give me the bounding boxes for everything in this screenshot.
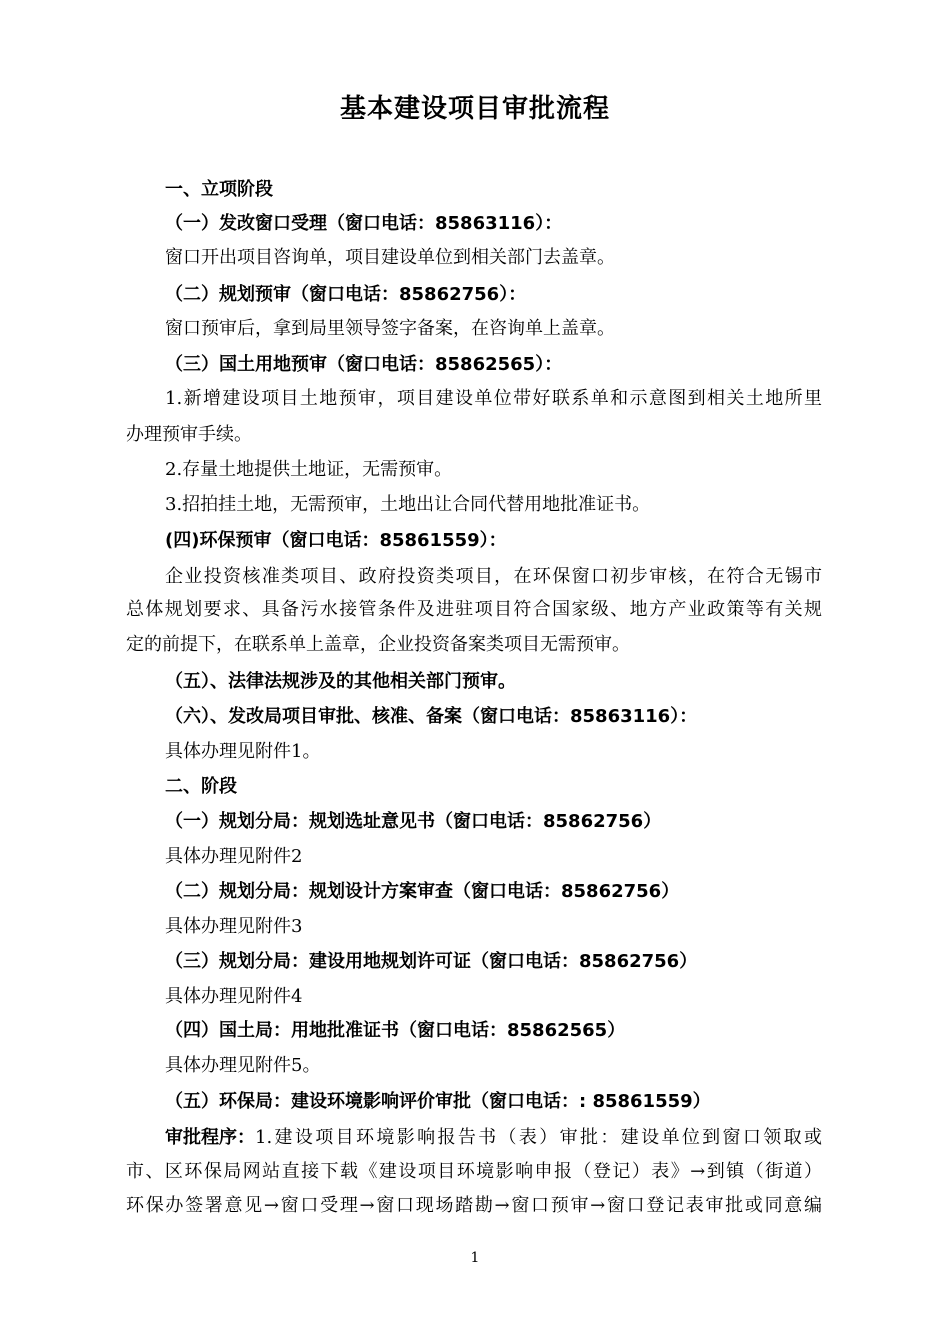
subsection-1-4-line-1: 企业投资核准类项目、政府投资类项目，在环保窗口初步审核，在符合无锡市 xyxy=(165,566,822,587)
subsection-1-6-title: （六）、发改局项目审批、核准、备案（窗口电话：85863116）： xyxy=(165,706,698,727)
procedure-line-1 xyxy=(165,1126,822,1150)
page-number: 1 xyxy=(470,1250,480,1266)
subsection-1-1-title: （一）发改窗口受理（窗口电话：85863116）： xyxy=(165,213,563,234)
subsection-2-2-body: 具体办理见附件3 xyxy=(165,916,303,937)
procedure-label: 审批程序： xyxy=(165,1127,255,1148)
subsection-1-3-line-2: 办理预审手续。 xyxy=(126,424,252,445)
page-title: 基本建设项目审批流程 xyxy=(339,94,610,124)
subsection-2-3-body: 具体办理见附件4 xyxy=(165,986,303,1007)
subsection-1-3-title: （三）国土用地预审（窗口电话：85862565）： xyxy=(165,354,563,375)
subsection-1-2-title: （二）规划预审（窗口电话：85862756）： xyxy=(165,284,527,305)
subsection-2-3-title: （三）规划分局：建设用地规划许可证（窗口电话：85862756） xyxy=(165,951,698,972)
subsection-1-4-title: (四)环保预审（窗口电话：85861559）： xyxy=(165,530,507,551)
procedure-line-2: 市、区环保局网站直接下载《建设项目环境影响申报（登记）表》→到镇（街道） xyxy=(126,1161,822,1182)
subsection-1-4-line-3: 定的前提下，在联系单上盖章，企业投资备案类项目无需预审。 xyxy=(126,634,630,655)
procedure-text-1: 1.建设项目环境影响报告书（表）审批：建设单位到窗口领取或 xyxy=(255,1127,822,1148)
subsection-1-6-body: 具体办理见附件1。 xyxy=(165,741,321,762)
subsection-1-2-body: 窗口预审后，拿到局里领导签字备案，在咨询单上盖章。 xyxy=(165,318,615,339)
procedure-line-3: 环保办签署意见→窗口受理→窗口现场踏勘→窗口预审→窗口登记表审批或同意编 xyxy=(126,1195,822,1216)
subsection-2-1-title: （一）规划分局：规划选址意见书（窗口电话：85862756） xyxy=(165,811,662,832)
section-1-heading: 一、立项阶段 xyxy=(165,179,273,200)
subsection-2-1-body: 具体办理见附件2 xyxy=(165,846,303,867)
subsection-2-4-title: （四）国土局：用地批准证书（窗口电话：85862565） xyxy=(165,1020,626,1041)
subsection-1-3-line-4: 3.招拍挂土地，无需预审，土地出让合同代替用地批准证书。 xyxy=(165,494,651,515)
subsection-2-2-title: （二）规划分局：规划设计方案审查（窗口电话：85862756） xyxy=(165,881,680,902)
subsection-1-4-line-2: 总体规划要求、具备污水接管条件及进驻项目符合国家级、地方产业政策等有关规 xyxy=(126,599,822,620)
subsection-1-3-line-3: 2.存量土地提供土地证，无需预审。 xyxy=(165,459,453,480)
subsection-2-4-body: 具体办理见附件5。 xyxy=(165,1055,321,1076)
subsection-1-1-body: 窗口开出项目咨询单，项目建设单位到相关部门去盖章。 xyxy=(165,247,615,268)
subsection-2-5-title: （五）环保局：建设环境影响评价审批（窗口电话：: 85861559） xyxy=(165,1091,711,1112)
section-2-heading: 二、阶段 xyxy=(165,776,237,797)
subsection-1-3-line-1: 1.新增建设项目土地预审，项目建设单位带好联系单和示意图到相关土地所里 xyxy=(165,388,822,409)
subsection-1-5-title: （五）、法律法规涉及的其他相关部门预审。 xyxy=(165,671,516,692)
